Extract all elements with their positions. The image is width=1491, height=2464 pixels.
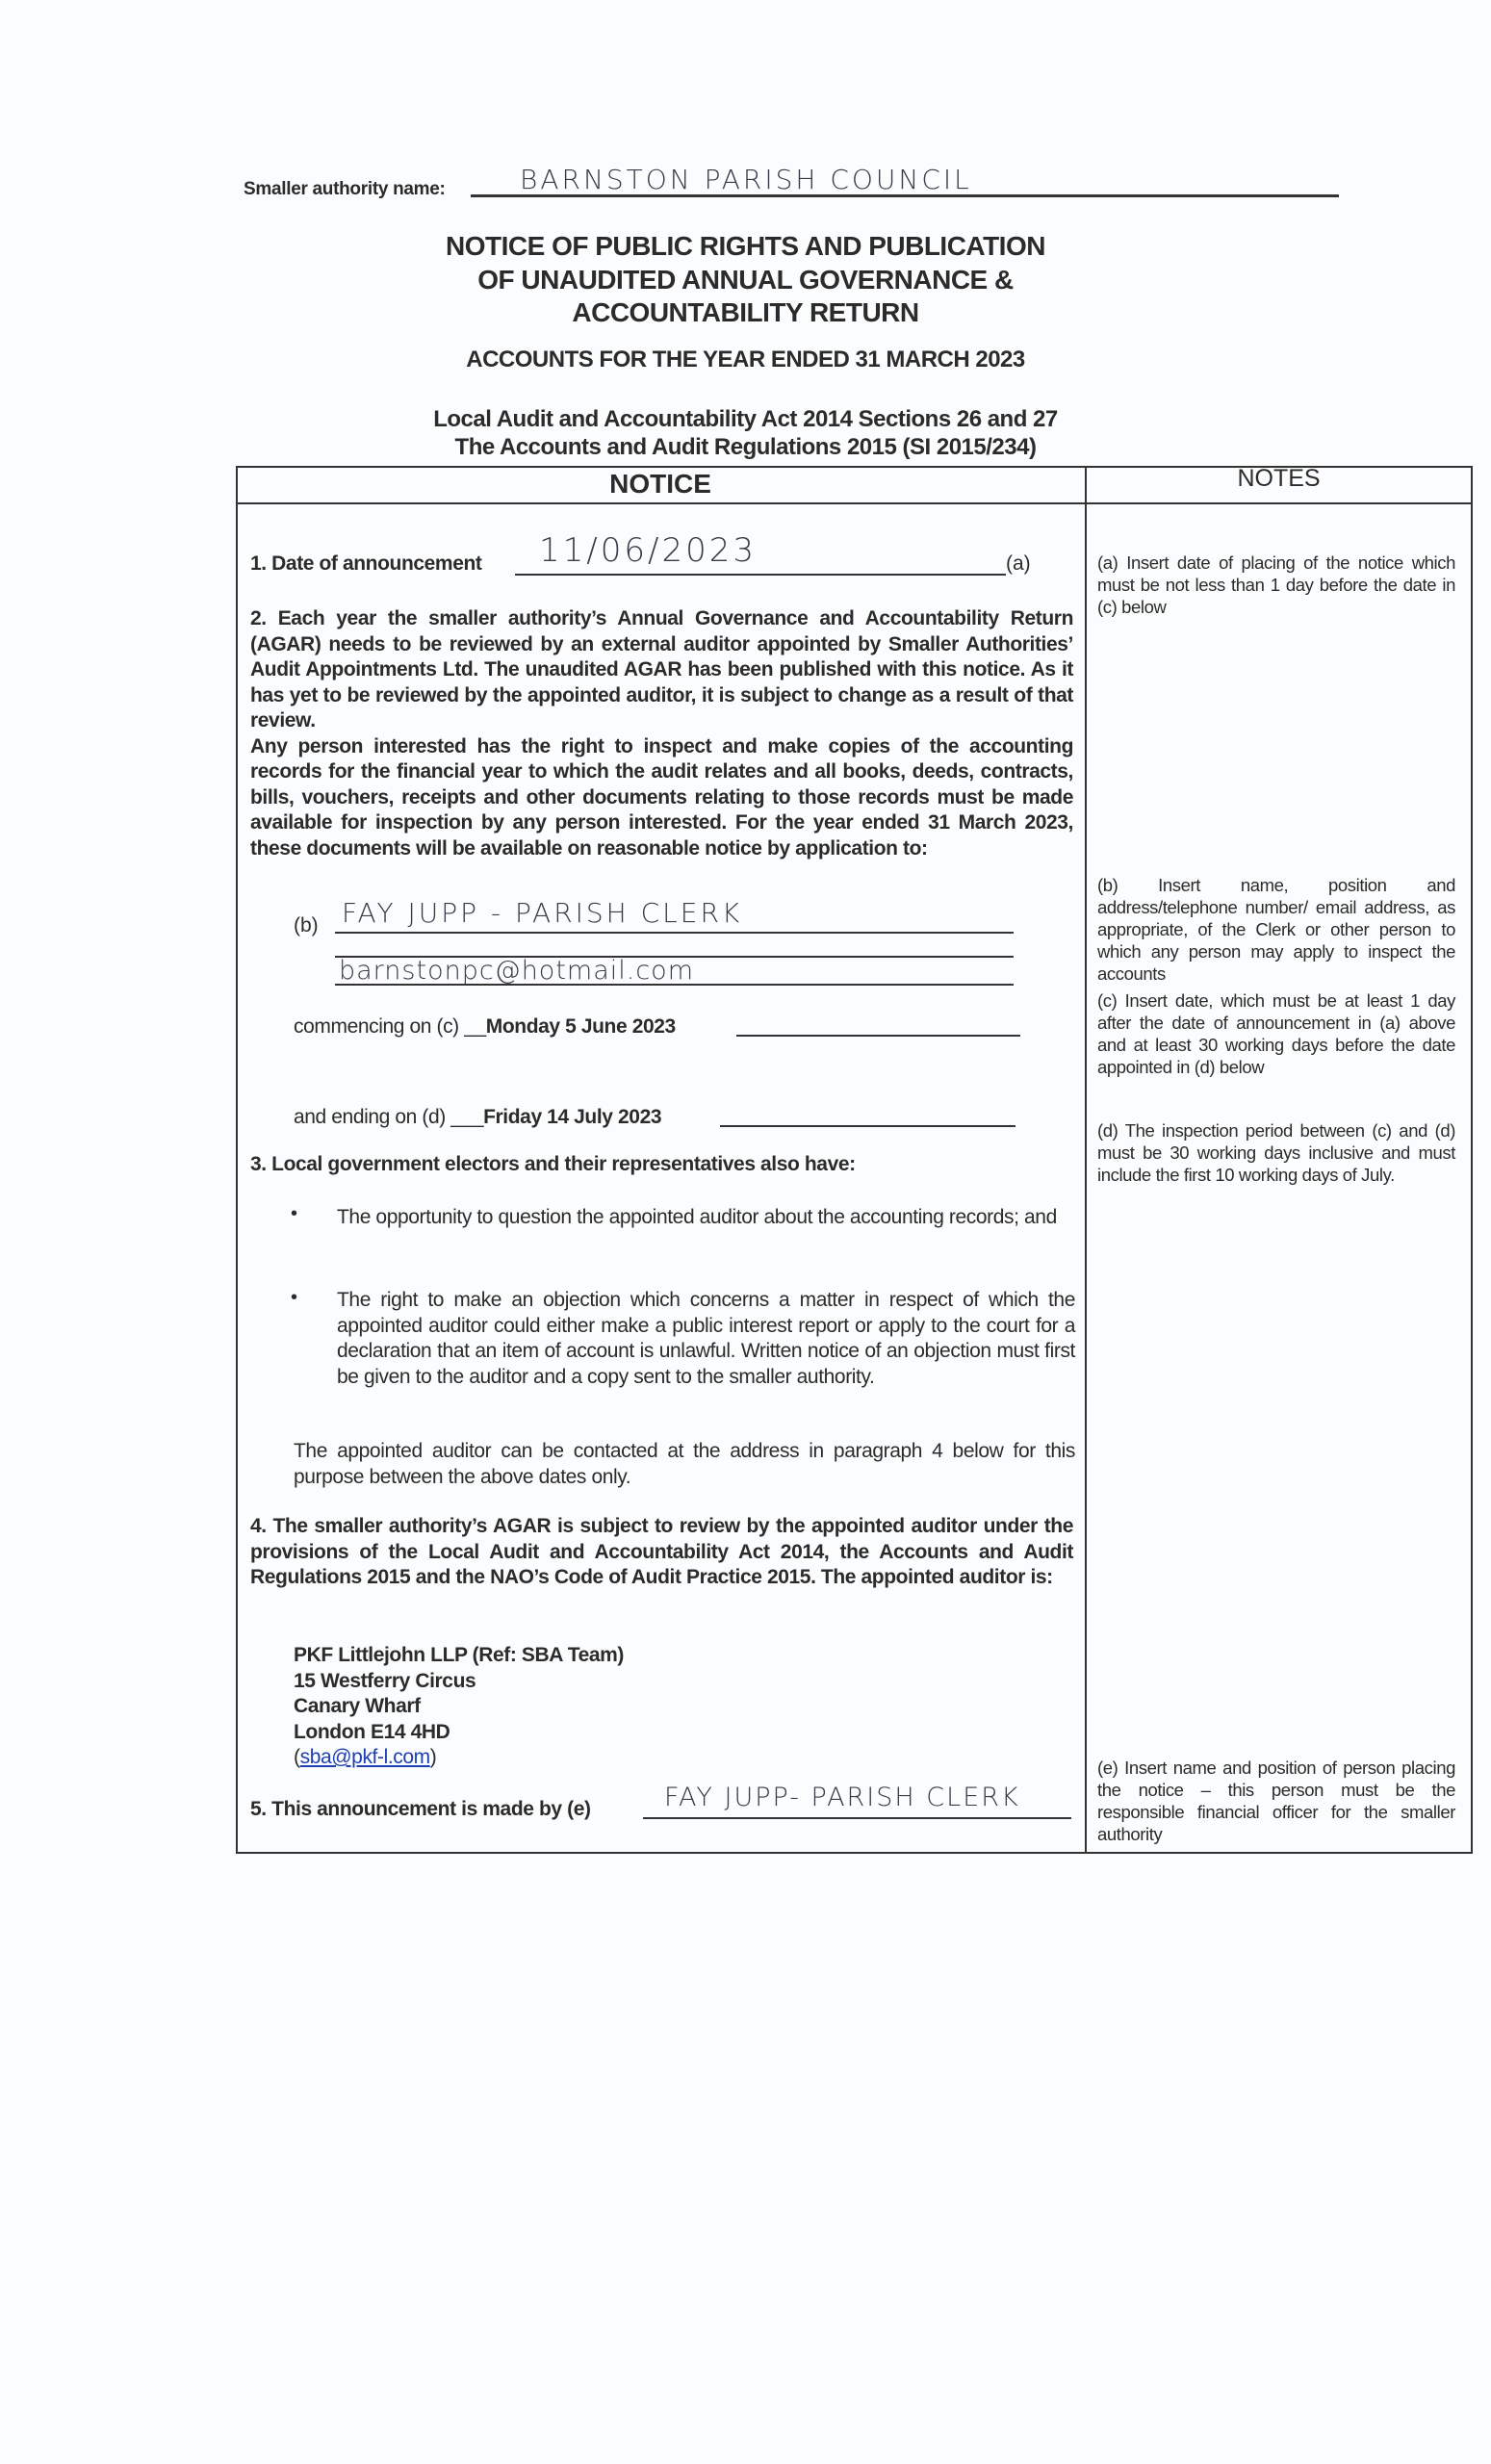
commencing-row — [294, 1015, 676, 1039]
date-announcement-underline — [515, 574, 1006, 576]
notice-column-header: NOTICE — [609, 469, 711, 499]
title-line-2: OF UNAUDITED ANNUAL GOVERNANCE & — [477, 265, 1014, 295]
authority-name-label: Smaller authority name: — [244, 179, 446, 199]
authority-name-underline — [471, 194, 1339, 197]
note-e: (e) Insert name and position of person placing the notice – this person must be the responsible financial officer for the smaller authority — [1097, 1758, 1455, 1844]
auditor-area: Canary Wharf — [294, 1695, 421, 1717]
auditor-email-link[interactable]: sba@pkf-l.com — [299, 1746, 430, 1768]
note-b: (b) Insert name, position and address/telephone number/ email address, as appropriate, of the Clerk or other person to which any person may apply to inspect the accounts — [1097, 875, 1455, 984]
header-row-divider — [236, 502, 1471, 504]
date-announcement-label: 1. Date of announcement — [250, 552, 482, 575]
title-line-1: NOTICE OF PUBLIC RIGHTS AND PUBLICATION — [446, 231, 1045, 261]
announcement-by-value[interactable]: FAY JUPP- PARISH CLERK — [664, 1783, 1020, 1812]
authority-name-value[interactable]: BARNSTON PARISH COUNCIL — [520, 164, 972, 195]
announcement-by-label: 5. This announcement is made by (e) — [250, 1798, 591, 1820]
ending-date[interactable]: Friday 14 July 2023 — [483, 1106, 662, 1128]
bullet-icon: • — [291, 1203, 298, 1224]
accounts-year-heading: ACCOUNTS FOR THE YEAR ENDED 31 MARCH 2023 — [466, 346, 1025, 372]
note-d: (d) The inspection period between (c) and (d) must be 30 working days inclusive and must include the first 10 working days of July. — [1097, 1120, 1455, 1185]
ending-label: and ending on (d) ___ — [294, 1106, 484, 1128]
announcement-by-underline — [643, 1817, 1071, 1819]
ref-b: (b) — [294, 914, 319, 937]
item-3-heading: 3. Local government electors and their representatives also have: — [250, 1153, 856, 1175]
paragraph-2 — [250, 606, 1073, 861]
regulations-heading: The Accounts and Audit Regulations 2015 (SI 2015/234) — [454, 434, 1037, 460]
note-c: (c) Insert date, which must be at least 1 day after the date of announcement in (a) above and at least 30 working days before the date appointed in (d) below — [1097, 990, 1455, 1077]
notes-column-header: NOTES — [1237, 465, 1321, 492]
auditor-contact-note: The appointed auditor can be contacted at the address in paragraph 4 below for this purpose between the above dates only. — [294, 1440, 1075, 1488]
title-line-3: ACCOUNTABILITY RETURN — [572, 297, 919, 327]
ending-underline — [720, 1125, 1015, 1127]
auditor-address: PKF Littlejohn LLP (Ref: SBA Team) 15 Westferry Circus Canary Wharf London E14 4HD (sba@pkf-l.com) — [294, 1644, 625, 1768]
auditor-street: 15 Westferry Circus — [294, 1669, 476, 1692]
agar-review-text: 2. Each year the smaller authority’s Annual Governance and Accountability Return (AGAR) needs to be reviewed by an external auditor appointed by Smaller Authorities’ Audit Appointments Ltd. The unaudited AGAR has been published with this notice. As it has yet to be reviewed by the appointed auditor, it is subject to change as a result of that review. — [250, 607, 1073, 732]
auditor-city-postcode: London E14 4HD — [294, 1720, 450, 1743]
bullet-icon: • — [291, 1287, 298, 1308]
commencing-label: commencing on (c) __ — [294, 1015, 486, 1038]
date-announcement-value[interactable]: 11/06/2023 — [539, 531, 757, 570]
note-a: (a) Insert date of placing of the notice which must be not less than 1 day before the date in (c) below — [1097, 552, 1455, 617]
commencing-date[interactable]: Monday 5 June 2023 — [485, 1015, 676, 1038]
auditor-name: PKF Littlejohn LLP (Ref: SBA Team) — [294, 1644, 625, 1666]
ref-a: (a) — [1006, 552, 1031, 575]
item-4-text: 4. The smaller authority’s AGAR is subject to review by the appointed auditor under the provisions of the Local Audit and Accountability Act 2014, the Accounts and Audit Regulations 2015 and the NAO’s Code of Audit Practice 2015. The appointed auditor is: — [250, 1515, 1073, 1588]
act-heading: Local Audit and Accountability Act 2014 Sections 26 and 27 — [433, 406, 1058, 432]
contact-underline-3 — [335, 984, 1014, 986]
ending-row — [294, 1106, 661, 1129]
inspection-contact-name[interactable]: FAY JUPP - PARISH CLERK — [342, 897, 743, 929]
commencing-underline — [736, 1035, 1020, 1037]
inspection-contact-email[interactable]: barnstonpc@hotmail.com — [339, 956, 695, 986]
contact-underline-1 — [335, 932, 1014, 934]
column-divider — [1085, 466, 1087, 1852]
bullet-question-auditor: The opportunity to question the appointed auditor about the accounting records; and — [337, 1206, 1057, 1228]
inspection-rights-text: Any person interested has the right to inspect and make copies of the accounting records for the financial year to which the audit relates and all books, deeds, contracts, bills, vouchers, receipts and other documents relating to those records must be made available for inspection by any person interested. For the year ended 31 March 2023, these documents will be available on reasonable notice by application to: — [250, 734, 1073, 860]
bullet-objection-right: The right to make an objection which concerns a matter in respect of which the appointed auditor could either make a public interest report or apply to the court for a declaration that an item of account is unlawful. Written notice of an objection must first be given to the auditor and a copy sent to the smaller authority. — [337, 1289, 1075, 1388]
